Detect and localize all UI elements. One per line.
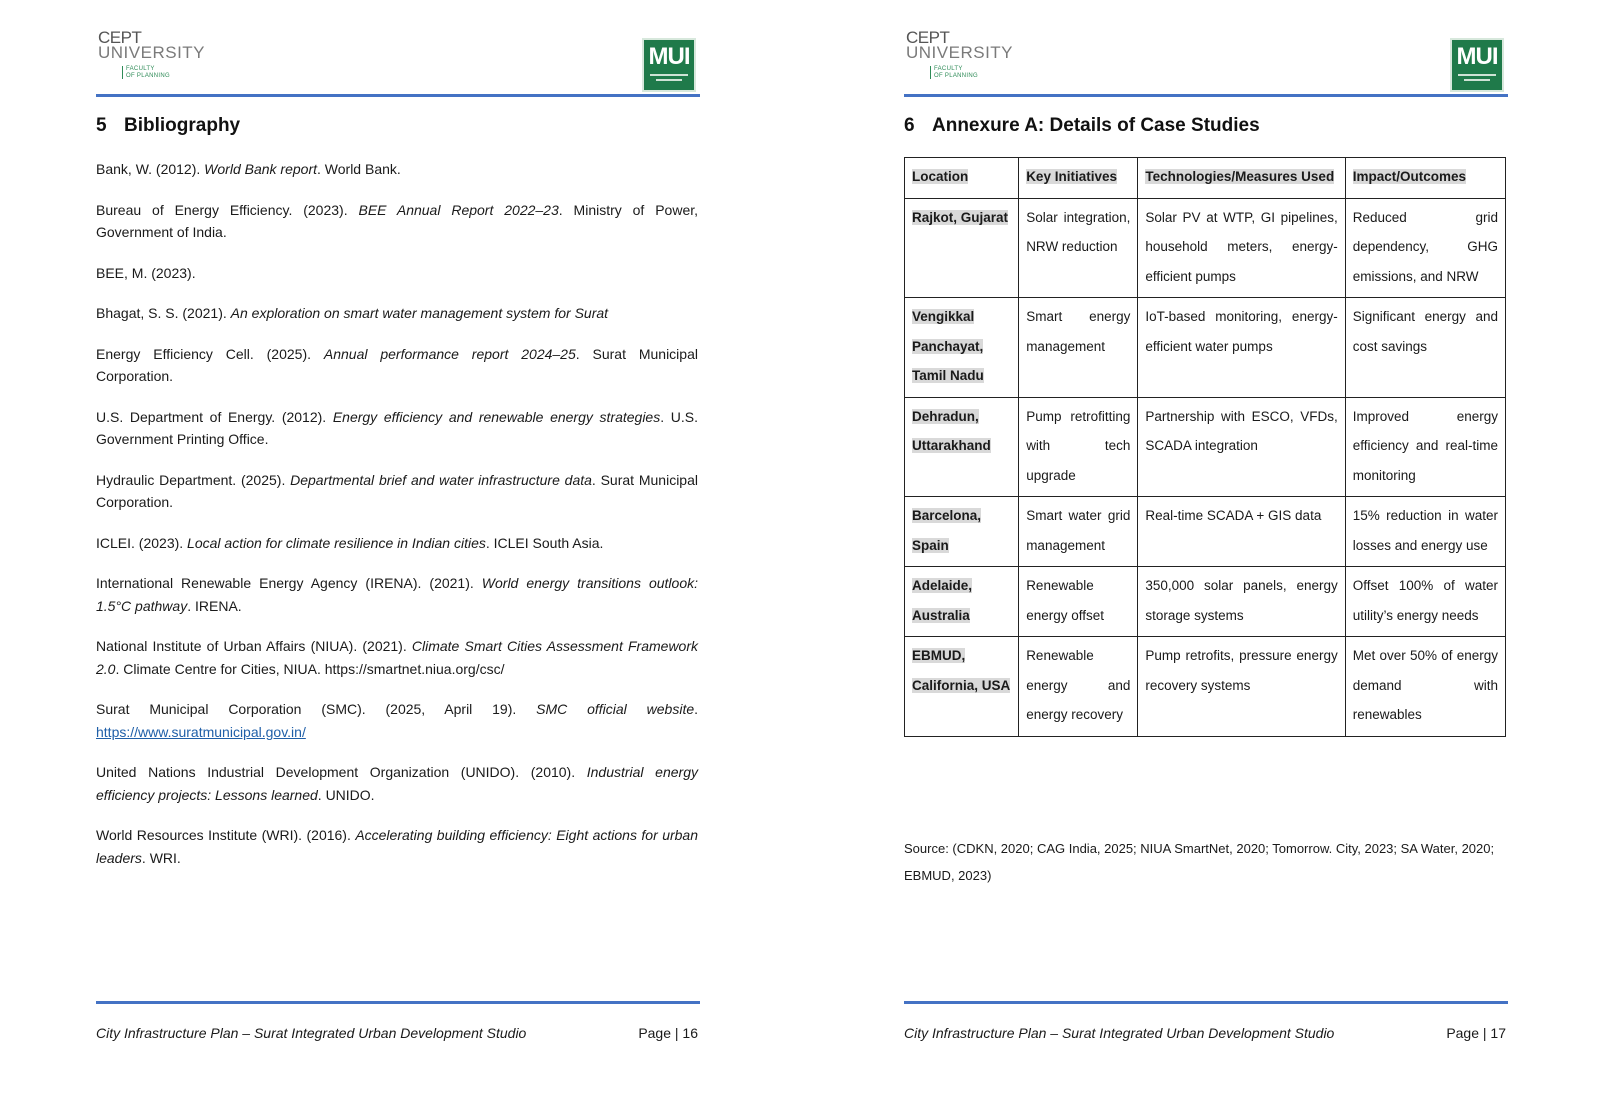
location-cell: Adelaide, Australia <box>905 567 1019 637</box>
entry-title: Industrial energy efficiency projects: Lessons learned <box>96 764 698 803</box>
entry-link[interactable]: https://www.suratmunicipal.gov.in/ <box>96 723 306 740</box>
location-cell: Vengikkal Panchayat, Tamil Nadu <box>905 298 1019 398</box>
bibliography-entry: Bank, W. (2012). World Bank report. World Bank. <box>96 161 401 177</box>
table-cell: Reduced grid dependency, GHG emissions, and NRW <box>1345 198 1505 298</box>
column-header: Impact/Outcomes <box>1345 158 1505 199</box>
entry-title: Annual performance report 2024–25 <box>323 345 576 362</box>
column-header: Location <box>905 158 1019 199</box>
location-cell: Dehradun, Uttarakhand <box>905 397 1019 497</box>
footer-page-number: Page | 17 <box>1446 1025 1506 1041</box>
entry-title: World energy transitions outlook: 1.5°C pathway <box>96 575 699 614</box>
section-heading <box>904 115 1260 137</box>
bibliography-entry: United Nations Industrial Development Organization (UNIDO). (2010). Industrial energy efficiency projects: Lessons learned. UNIDO. <box>96 764 698 803</box>
column-header: Key Initiatives <box>1019 158 1138 199</box>
table-cell: Smart water grid management <box>1019 497 1138 567</box>
bibliography-entry: Surat Municipal Corporation (SMC). (2025, April 19). SMC official website. https://www.suratmunicipal.gov.in/ <box>96 701 699 740</box>
table-cell: Solar integration, NRW reduction <box>1019 198 1138 298</box>
table-cell: 350,000 solar panels, energy storage systems <box>1138 567 1345 637</box>
entry-title: Accelerating building efficiency: Eight actions for urban leaders <box>96 827 698 866</box>
bibliography-entry: ICLEI. (2023). Local action for climate resilience in Indian cities. ICLEI South Asia. <box>96 534 604 551</box>
table-cell: Improved energy efficiency and real-time monitoring <box>1345 397 1505 497</box>
cept-university-logo <box>906 28 1014 82</box>
header-rule <box>904 94 1508 97</box>
entry-title: World Bank report <box>204 161 317 177</box>
bibliography-entry: World Resources Institute (WRI). (2016). Accelerating building efficiency: Eight actions for urban leaders. WRI. <box>96 827 698 866</box>
bibliography-entry: BEE, M. (2023). <box>96 264 196 281</box>
entry-title: Energy efficiency and renewable energy strategies <box>332 408 661 425</box>
section-heading <box>96 115 240 137</box>
table-header-row <box>905 158 1506 199</box>
mui-logo: MUI <box>1450 38 1504 92</box>
footer-title: City Infrastructure Plan – Surat Integrated Urban Development Studio <box>96 1025 527 1041</box>
footer-page-number: Page | 16 <box>638 1025 698 1041</box>
table-body <box>905 198 1506 736</box>
table-cell: Significant energy and cost savings <box>1345 298 1505 398</box>
logo-line-2: UNIVERSITY <box>906 43 1014 62</box>
table-cell: Solar PV at WTP, GI pipelines, household meters, energy-efficient pumps <box>1138 198 1345 298</box>
logo-line-1: CEPT <box>98 28 142 47</box>
footer-rule <box>904 1001 1508 1004</box>
logo-line-2: UNIVERSITY <box>98 43 206 62</box>
bibliography-entry: Energy Efficiency Cell. (2025). Annual performance report 2024–25. Surat Municipal Corporation. <box>96 345 698 384</box>
case-studies-table <box>904 157 1506 737</box>
table-cell: Met over 50% of energy demand with renewables <box>1345 637 1505 737</box>
bibliography-entry: Bhagat, S. S. (2021). An exploration on smart water management system for Surat <box>96 305 609 321</box>
entry-title: SMC official website <box>536 701 695 717</box>
entry-title: Local action for climate resilience in Indian cities <box>187 534 486 551</box>
header-rule <box>96 94 700 97</box>
table-row <box>905 497 1506 567</box>
cept-university-logo <box>98 28 206 82</box>
logo-faculty: FACULTY OF PLANNING <box>930 66 978 79</box>
footer-title: City Infrastructure Plan – Surat Integrated Urban Development Studio <box>904 1025 1335 1041</box>
table-row <box>905 567 1506 637</box>
table-row <box>905 637 1506 737</box>
entry-title: Departmental brief and water infrastructure data <box>290 471 592 488</box>
table-row <box>905 298 1506 398</box>
table-cell: Renewable energy offset <box>1019 567 1138 637</box>
footer-rule <box>96 1001 700 1004</box>
entry-title: BEE Annual Report 2022–23 <box>358 201 559 218</box>
right-page <box>808 0 1600 1119</box>
entry-title: An exploration on smart water management system for Surat <box>230 305 609 321</box>
logo-faculty: FACULTY OF PLANNING <box>122 66 170 79</box>
table-cell: IoT-based monitoring, energy-efficient water pumps <box>1138 298 1345 398</box>
table-row <box>905 397 1506 497</box>
table-source-note: Source: (CDKN, 2020; CAG India, 2025; NIUA SmartNet, 2020; Tomorrow. City, 2023; SA Water, 2020; EBMUD, 2023) <box>904 841 1495 883</box>
table-cell: Renewable energy and energy recovery <box>1019 637 1138 737</box>
mui-logo: MUI <box>642 38 696 92</box>
bibliography-list <box>96 158 698 887</box>
table-cell: Smart energy management <box>1019 298 1138 398</box>
bibliography-entry: U.S. Department of Energy. (2012). Energy efficiency and renewable energy strategies. U.S. Government Printing Office. <box>96 408 698 447</box>
location-cell: EBMUD, California, USA <box>905 637 1019 737</box>
table-cell: Pump retrofits, pressure energy recovery systems <box>1138 637 1345 737</box>
table-cell: Real-time SCADA + GIS data <box>1138 497 1345 567</box>
section-number: 6 <box>904 115 915 136</box>
bibliography-entry: Bureau of Energy Efficiency. (2023). BEE Annual Report 2022–23. Ministry of Power, Government of India. <box>96 201 699 240</box>
bibliography-entry: International Renewable Energy Agency (IRENA). (2021). World energy transitions outlook: 1.5°C pathway. IRENA. <box>96 575 699 614</box>
section-number: 5 <box>96 115 107 136</box>
table-cell: Offset 100% of water utility’s energy needs <box>1345 567 1505 637</box>
bibliography-entry: Hydraulic Department. (2025). Departmental brief and water infrastructure data. Surat Municipal Corporation. <box>96 471 698 510</box>
table-cell: 15% reduction in water losses and energy use <box>1345 497 1505 567</box>
table-cell: Pump retrofitting with tech upgrade <box>1019 397 1138 497</box>
bibliography-entry: National Institute of Urban Affairs (NIUA). (2021). Climate Smart Cities Assessment Framework 2.0. Climate Centre for Cities, NIUA. https://smartnet.niua.org/csc/ <box>96 638 699 677</box>
logo-line-1: CEPT <box>906 28 950 47</box>
table-cell: Partnership with ESCO, VFDs, SCADA integration <box>1138 397 1345 497</box>
table-row <box>905 198 1506 298</box>
section-title: Bibliography <box>124 115 241 136</box>
column-header: Technologies/Measures Used <box>1138 158 1345 199</box>
section-title: Annexure A: Details of Case Studies <box>932 115 1260 136</box>
entry-title: Climate Smart Cities Assessment Framework 2.0 <box>96 638 699 677</box>
location-cell: Rajkot, Gujarat <box>905 198 1019 298</box>
location-cell: Barcelona, Spain <box>905 497 1019 567</box>
